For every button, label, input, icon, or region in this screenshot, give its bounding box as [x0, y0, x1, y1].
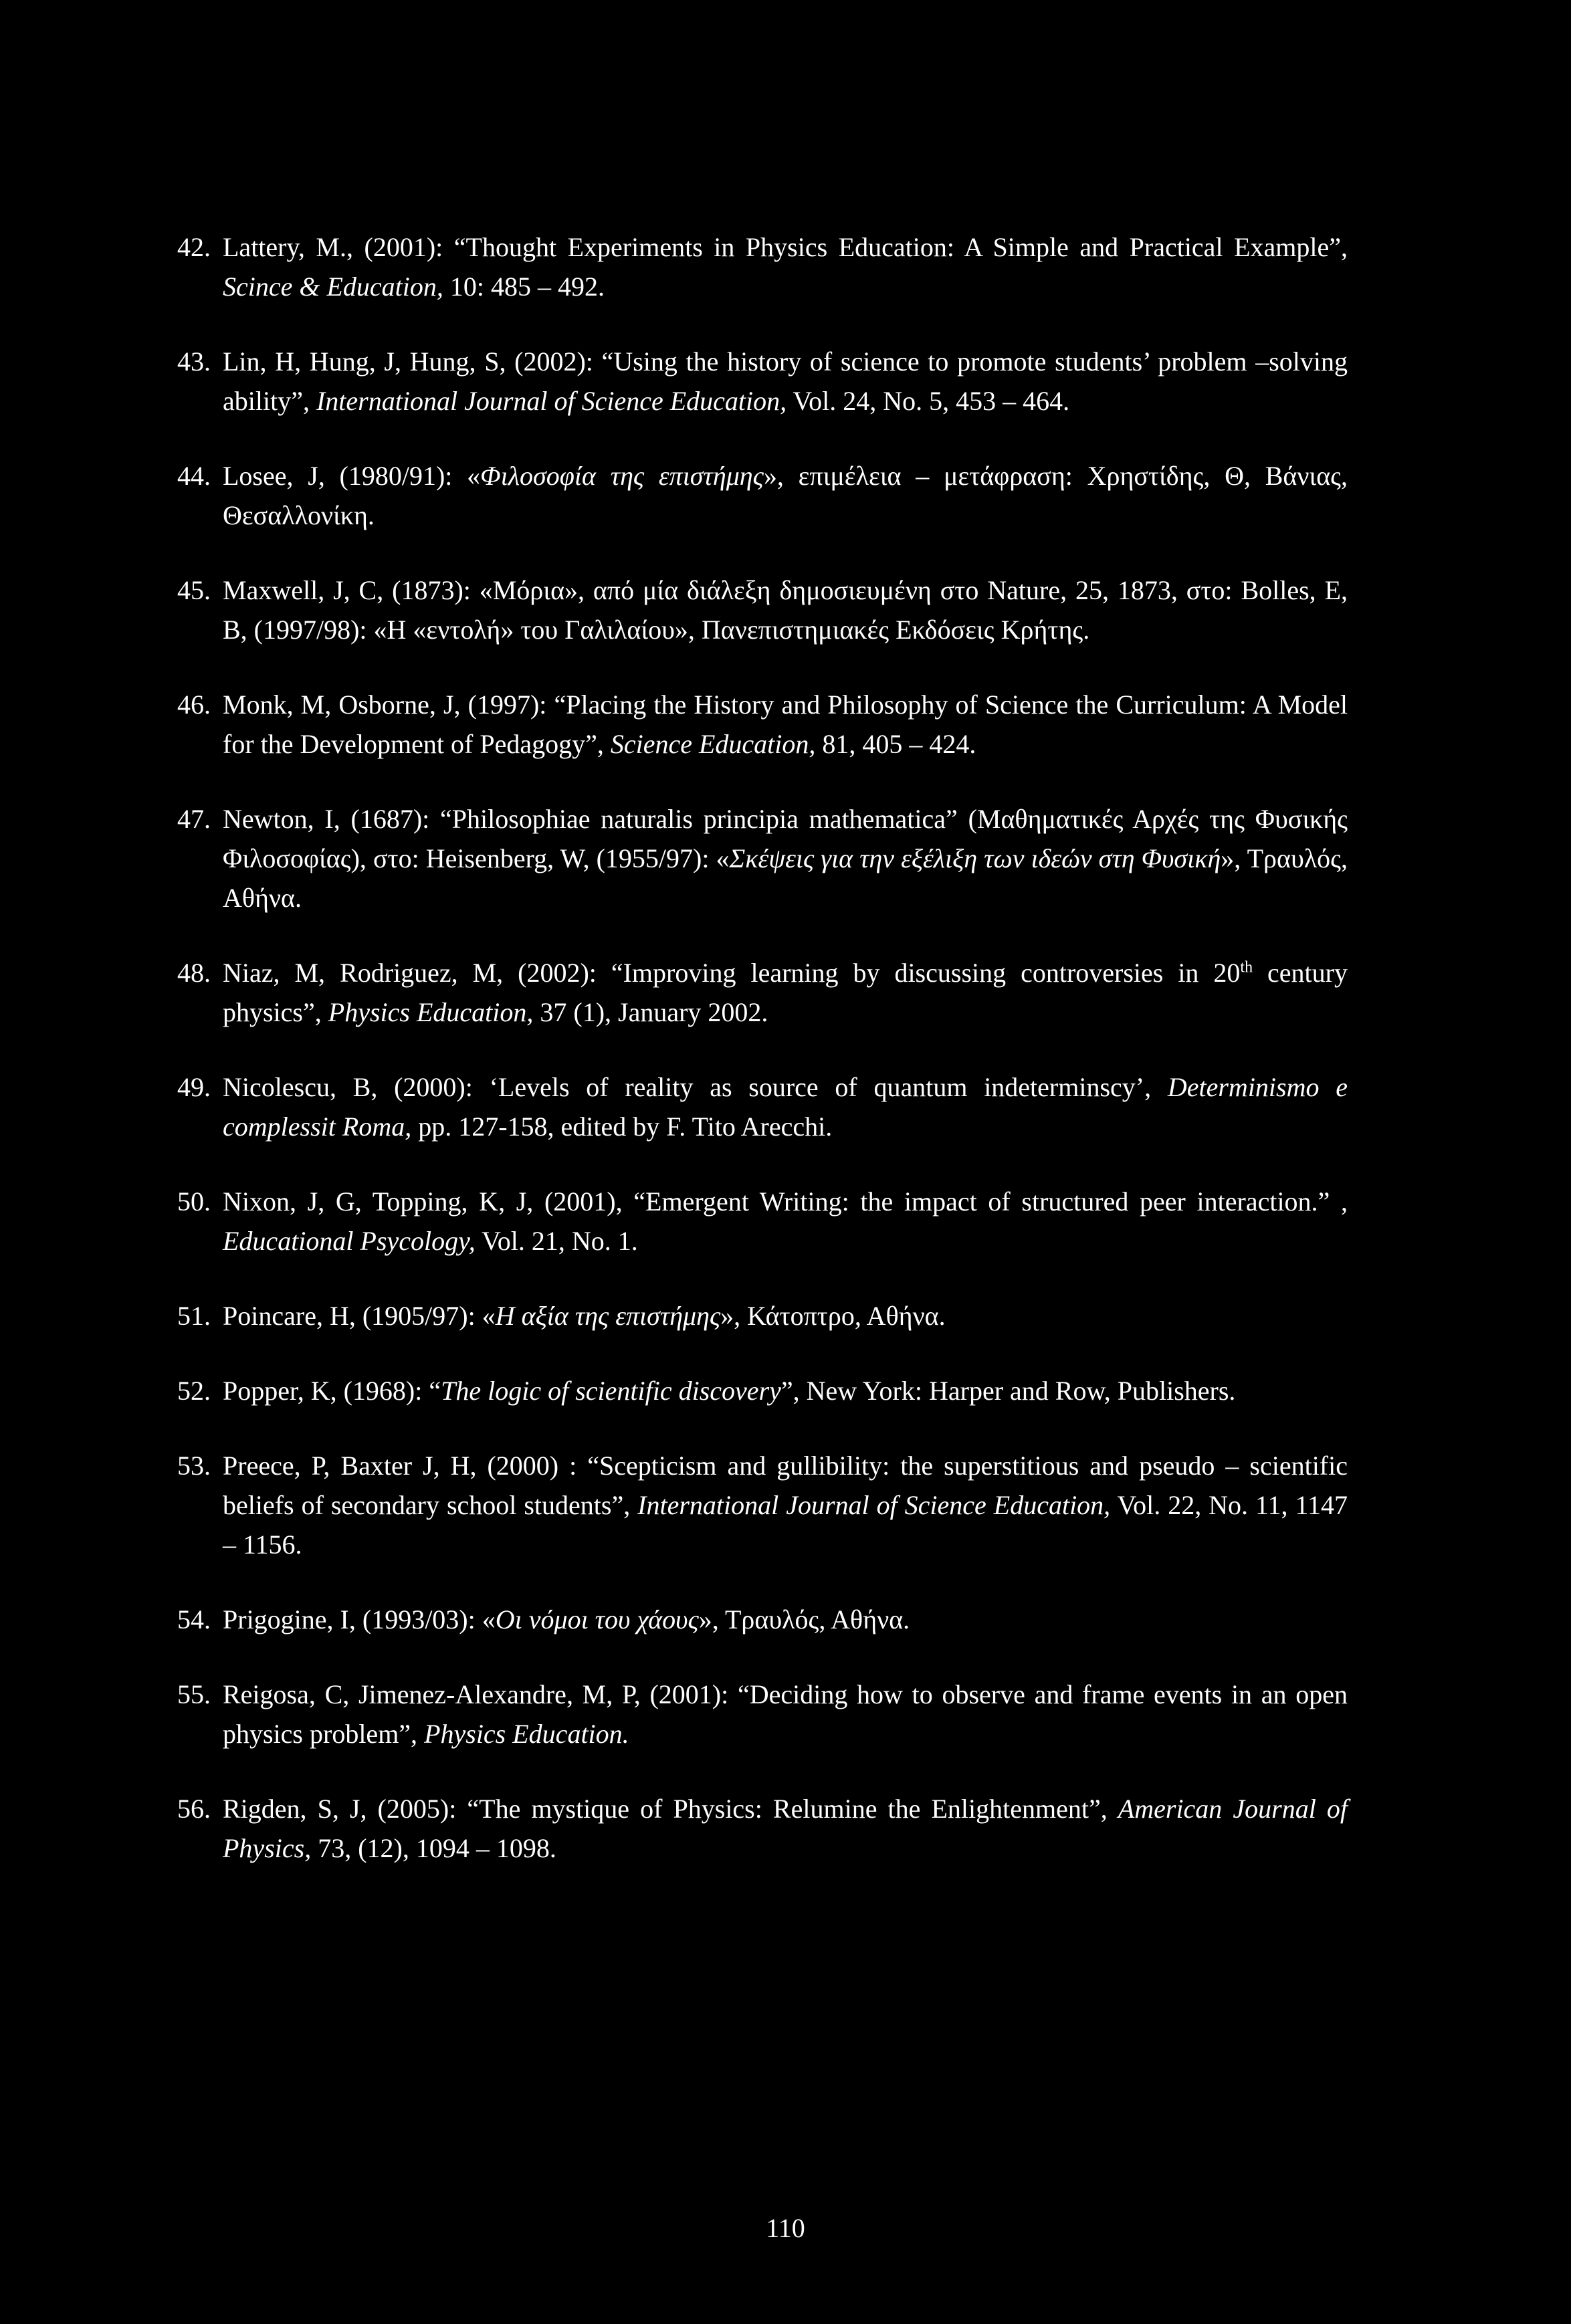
- reference-item: [177, 342, 1348, 421]
- reference-text: Losee, J, (1980/91): «: [223, 461, 481, 491]
- reference-text: Vol. 22, No. 11, 1147 – 1156.: [223, 1490, 1348, 1560]
- reference-text: Newton, I, (1687): “Philosophiae naturalis principia mathematica” (Μαθηματικές Αρχές της Φυσικής Φιλοσοφίας), στο: Heisenberg, W, (1955/97): «: [223, 804, 1348, 873]
- reference-item: [177, 1789, 1348, 1868]
- reference-item: [177, 1371, 1348, 1410]
- reference-title-italic: The logic of scientific discovery: [441, 1376, 781, 1406]
- reference-text: Preece, P, Baxter J, H, (2000) : “Scepticism and gullibility: the superstitious and pseudo – scientific beliefs of secondary school students”,: [223, 1451, 1348, 1520]
- reference-text: Vol. 24, No. 5, 453 – 464.: [787, 386, 1070, 416]
- reference-text: Prigogine, I, (1993/03): «: [223, 1604, 496, 1634]
- reference-text: Monk, M, Osborne, J, (1997): “Placing the History and Philosophy of Science the Curriculum: A Model for the Development of Pedagogy”,: [223, 690, 1348, 759]
- page-number: 110: [766, 2213, 805, 2243]
- reference-number: 47.: [177, 804, 211, 834]
- reference-text: Poincare, H, (1905/97): «: [223, 1301, 496, 1331]
- reference-number: 50.: [177, 1186, 211, 1217]
- reference-item: [177, 685, 1348, 764]
- reference-text: 81, 405 – 424.: [815, 729, 976, 759]
- reference-title-italic: International Journal of Science Education,: [316, 386, 787, 416]
- reference-text: ”, New York: Harper and Row, Publishers.: [780, 1376, 1236, 1406]
- reference-item: [177, 799, 1348, 918]
- reference-item: [177, 1600, 1348, 1639]
- reference-item: [177, 456, 1348, 535]
- reference-item: [177, 570, 1348, 649]
- reference-number: 56.: [177, 1794, 211, 1824]
- reference-title-italic: Οι νόμοι του χάους: [495, 1604, 699, 1634]
- reference-item: [177, 1182, 1348, 1261]
- reference-title-italic: Scince & Education,: [223, 272, 443, 302]
- reference-text: pp. 127-158, edited by F. Tito Arecchi.: [411, 1112, 833, 1142]
- reference-text: Niaz, M, Rodriguez, M, (2002): “Improving learning by discussing controversies in 20: [223, 958, 1241, 988]
- reference-text: century physics”,: [223, 958, 1348, 1027]
- reference-number: 52.: [177, 1376, 211, 1406]
- reference-title-italic: Determinismo e complessit Roma,: [223, 1072, 1348, 1142]
- reference-text: », Τραυλός, Αθήνα.: [698, 1604, 910, 1634]
- reference-number: 44.: [177, 461, 211, 491]
- reference-title-italic: Physics Education.: [424, 1719, 629, 1749]
- reference-text: Vol. 21, No. 1.: [475, 1226, 638, 1256]
- reference-text: », Τραυλός, Αθήνα.: [223, 843, 1348, 913]
- reference-text: », Κάτοπτρο, Αθήνα.: [720, 1301, 946, 1331]
- reference-number: 55.: [177, 1679, 211, 1709]
- reference-item: [177, 953, 1348, 1032]
- reference-number: 48.: [177, 958, 211, 988]
- reference-number: 49.: [177, 1072, 211, 1102]
- reference-number: 54.: [177, 1604, 211, 1634]
- reference-text: Lin, H, Hung, J, Hung, S, (2002): “Using the history of science to promote students’ problem –solving ability”,: [223, 346, 1348, 416]
- reference-item: [177, 1067, 1348, 1146]
- reference-item: [177, 1296, 1348, 1336]
- reference-number: 46.: [177, 690, 211, 720]
- reference-text: 73, (12), 1094 – 1098.: [311, 1833, 556, 1863]
- reference-title-italic: American Journal of Physics,: [223, 1794, 1348, 1863]
- reference-text: Popper, K, (1968): “: [223, 1376, 441, 1406]
- reference-number: 53.: [177, 1451, 211, 1481]
- reference-number: 42.: [177, 232, 211, 262]
- reference-text: 37 (1), January 2002.: [533, 997, 768, 1027]
- reference-list: [177, 227, 1348, 1903]
- reference-text: 10: 485 – 492.: [443, 272, 605, 302]
- reference-text: Reigosa, C, Jimenez-Alexandre, M, P, (2001): “Deciding how to observe and frame events in an open physics problem”,: [223, 1679, 1348, 1749]
- reference-number: 45.: [177, 575, 211, 605]
- reference-number: 43.: [177, 346, 211, 377]
- reference-item: [177, 1446, 1348, 1564]
- reference-text: Maxwell, J, C, (1873): «Μόρια», από μία διάλεξη δημοσιευμένη στο Nature, 25, 1873, στο: Bolles, E, B, (1997/98): «Η «εντολή» του Γαλιλαίου», Πανεπιστημιακές Εκδόσεις Κρήτης.: [223, 575, 1348, 645]
- reference-text: Nicolescu, B, (2000): ‘Levels of reality as source of quantum indeterminscy’,: [223, 1072, 1168, 1102]
- reference-item: [177, 227, 1348, 306]
- reference-item: [177, 1675, 1348, 1754]
- reference-title-italic: Educational Psycology,: [223, 1226, 476, 1256]
- reference-text: Nixon, J, G, Topping, K, J, (2001), “Emergent Writing: the impact of structured peer interaction.” ,: [223, 1186, 1348, 1217]
- reference-text: Lattery, M., (2001): “Thought Experiments in Physics Education: A Simple and Practical Example”,: [223, 232, 1348, 262]
- reference-title-italic: Physics Education,: [328, 997, 534, 1027]
- reference-title-italic: International Journal of Science Education,: [637, 1490, 1111, 1520]
- reference-number: 51.: [177, 1301, 211, 1331]
- reference-title-italic: Φιλοσοφία της επιστήμης: [480, 461, 764, 491]
- reference-title-italic: Η αξία της επιστήμης: [495, 1301, 721, 1331]
- reference-text: Rigden, S, J, (2005): “The mystique of Physics: Relumine the Enlightenment”,: [223, 1794, 1118, 1824]
- ordinal-superscript: th: [1240, 958, 1253, 976]
- reference-title-italic: Σκέψεις για την εξέλιξη των ιδεών στη Φυσική: [729, 843, 1221, 873]
- reference-title-italic: Science Education,: [610, 729, 816, 759]
- reference-text: », επιμέλεια – μετάφραση: Χρηστίδης, Θ, Βάνιας, Θεσαλλονίκη.: [223, 461, 1348, 530]
